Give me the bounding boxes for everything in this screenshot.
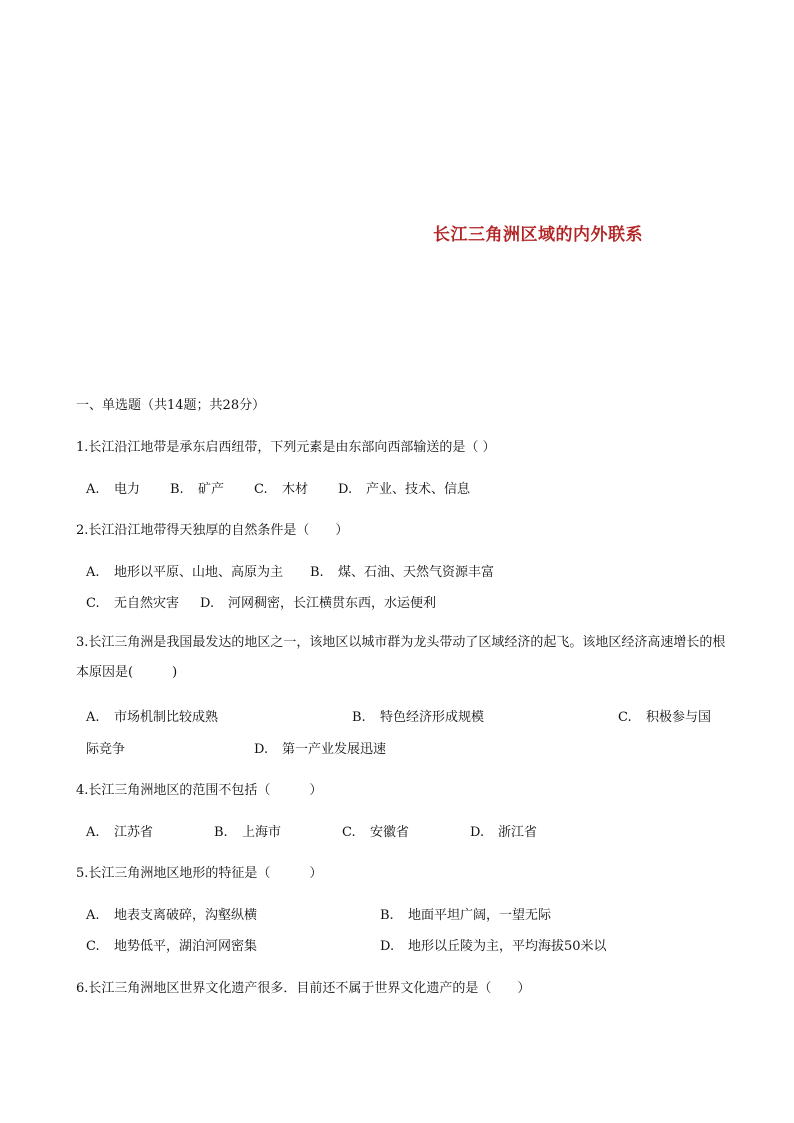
- q3-option-c[interactable]: [618, 706, 711, 725]
- option-letter: C.: [86, 596, 100, 611]
- q4-option-a[interactable]: [86, 821, 153, 840]
- q3-option-a[interactable]: [86, 706, 218, 725]
- option-text: 地表支离破碎，沟壑纵横: [114, 908, 258, 923]
- q3-option-d[interactable]: [254, 738, 386, 757]
- option-letter: D.: [470, 825, 485, 840]
- q2-option-c[interactable]: [86, 592, 179, 611]
- option-text: 上海市: [242, 825, 282, 840]
- question-5-stem: 5.长江三角洲地区地形的特征是（ ）: [76, 866, 323, 881]
- q1-option-b[interactable]: [170, 478, 224, 497]
- q2-option-a[interactable]: [86, 561, 283, 580]
- document-title: 长江三角洲区域的内外联系: [433, 225, 643, 245]
- option-text: 电力: [114, 482, 141, 497]
- option-letter: A.: [86, 565, 100, 580]
- option-letter: B.: [170, 482, 184, 497]
- option-text: 煤、石油、天然气资源丰富: [338, 565, 495, 580]
- q4-option-b[interactable]: [214, 821, 281, 840]
- q5-option-c[interactable]: [86, 935, 257, 954]
- q5-option-a[interactable]: [86, 904, 257, 923]
- option-text: 浙江省: [498, 825, 538, 840]
- option-text: 积极参与国: [646, 710, 712, 725]
- q3-option-b[interactable]: [352, 706, 484, 725]
- option-letter: A.: [86, 710, 100, 725]
- option-text: 矿产: [198, 482, 225, 497]
- question-1-stem: 1.长江沿江地带是承东启西纽带，下列元素是由东部向西部输送的是（ ）: [76, 440, 496, 455]
- option-letter: D.: [254, 742, 269, 757]
- option-letter: D.: [380, 939, 395, 954]
- q4-option-c[interactable]: [342, 821, 409, 840]
- question-3-stem: 3.长江三角洲是我国最发达的地区之一，该地区以城市群为龙头带动了区域经济的起飞。该地区经济高速增长的根本原因是( ): [76, 635, 726, 680]
- question-4-stem: 4.长江三角洲地区的范围不包括（ ）: [76, 783, 323, 798]
- q5-option-d[interactable]: [380, 935, 607, 954]
- option-text: 地形以平原、山地、高原为主: [114, 565, 284, 580]
- option-letter: B.: [214, 825, 228, 840]
- option-text: 无自然灾害: [114, 596, 180, 611]
- option-letter: C.: [342, 825, 356, 840]
- q1-option-c[interactable]: [254, 478, 308, 497]
- option-letter: B.: [352, 710, 366, 725]
- question-2-stem: 2.长江沿江地带得天独厚的自然条件是（ ）: [76, 523, 349, 538]
- option-text: 产业、技术、信息: [366, 482, 471, 497]
- option-letter: D.: [338, 482, 353, 497]
- option-letter: C.: [254, 482, 268, 497]
- option-text: 第一产业发展迅速: [282, 742, 387, 757]
- option-text: 地形以丘陵为主，平均海拔50米以: [408, 939, 607, 954]
- option-text: 河网稠密，长江横贯东西，水运便利: [228, 596, 437, 611]
- option-letter: D.: [200, 596, 215, 611]
- q1-option-a[interactable]: [86, 478, 140, 497]
- option-text: 市场机制比较成熟: [114, 710, 219, 725]
- question-6-stem: 6.长江三角洲地区世界文化遗产很多．目前还不属于世界文化遗产的是（ ）: [76, 981, 531, 996]
- q5-option-b[interactable]: [380, 904, 551, 923]
- option-text: 木材: [282, 482, 309, 497]
- section-heading: 一、单选题（共14题；共28分）: [76, 398, 266, 413]
- option-text: 江苏省: [114, 825, 154, 840]
- option-letter: A.: [86, 825, 100, 840]
- option-text: 地面平坦广阔，一望无际: [408, 908, 552, 923]
- q4-option-d[interactable]: [470, 821, 537, 840]
- option-letter: C.: [618, 710, 632, 725]
- option-text: 特色经济形成规模: [380, 710, 485, 725]
- option-letter: B.: [310, 565, 324, 580]
- option-letter: A.: [86, 482, 100, 497]
- option-letter: C.: [86, 939, 100, 954]
- option-letter: B.: [380, 908, 394, 923]
- q3-option-c-continued: [86, 738, 125, 757]
- q1-option-d[interactable]: [338, 478, 470, 497]
- option-text: 安徽省: [370, 825, 410, 840]
- q2-option-d[interactable]: [200, 592, 436, 611]
- q2-option-b[interactable]: [310, 561, 494, 580]
- option-text: 地势低平，湖泊河网密集: [114, 939, 258, 954]
- option-text: 际竞争: [86, 742, 126, 757]
- option-letter: A.: [86, 908, 100, 923]
